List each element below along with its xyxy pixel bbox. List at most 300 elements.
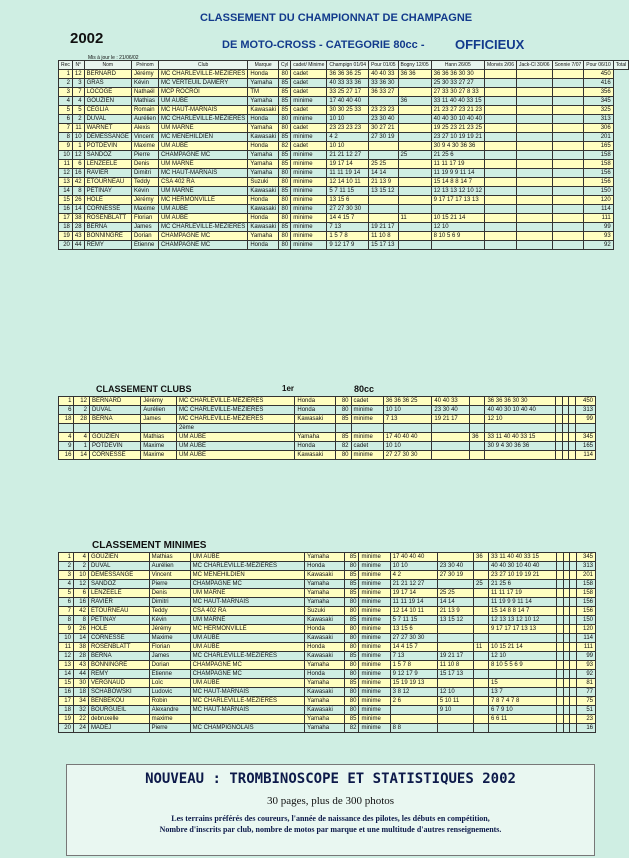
table-cell: Yamaha xyxy=(305,715,344,724)
table-row xyxy=(59,142,629,151)
table-cell: 25 30 33 27 27 xyxy=(431,79,484,88)
table-cell xyxy=(485,97,517,106)
table-cell xyxy=(398,241,431,250)
table-cell: minime xyxy=(359,625,390,634)
table-cell: 30 xyxy=(73,679,88,688)
table-cell: minime xyxy=(359,598,390,607)
table-cell: 27 33 30 27 8 33 xyxy=(431,88,484,97)
table-cell: 26 xyxy=(73,625,88,634)
table-cell xyxy=(398,142,431,151)
column-header: Jack-Cl 30/06 xyxy=(516,61,552,70)
table-cell: 85 xyxy=(279,97,291,106)
table-cell: 6 xyxy=(59,598,74,607)
table-cell: Honda xyxy=(305,625,344,634)
table-cell xyxy=(485,424,556,433)
table-cell xyxy=(398,160,431,169)
column-header: Sonnie 7/07 xyxy=(552,61,584,70)
table-cell: minime xyxy=(291,196,327,205)
table-cell xyxy=(59,424,74,433)
table-cell: 80 xyxy=(279,178,291,187)
table-cell: 27 27 30 30 xyxy=(327,205,369,214)
table-cell xyxy=(485,196,517,205)
table-cell xyxy=(336,424,351,433)
table-cell: 156 xyxy=(584,178,613,187)
table-cell: Maxime xyxy=(131,142,158,151)
table-cell: 38 xyxy=(72,214,84,223)
minimes-body xyxy=(59,553,596,733)
table-row xyxy=(59,562,596,571)
table-cell xyxy=(474,598,489,607)
table-cell: GOUZIEN xyxy=(89,433,140,442)
table-cell: 16 xyxy=(59,451,74,460)
table-cell: 85 xyxy=(344,652,359,661)
table-cell: Kawasaki xyxy=(305,706,344,715)
table-cell: 12 10 xyxy=(489,652,557,661)
table-cell xyxy=(516,115,552,124)
table-cell: 23 27 10 19 19 21 xyxy=(431,133,484,142)
table-cell: 19 21 17 xyxy=(369,223,398,232)
table-cell: 2 xyxy=(59,562,74,571)
table-cell: minime xyxy=(359,580,390,589)
table-cell: Kawasaki xyxy=(295,415,336,424)
table-cell: MC CHARLEVILLE-MEZIERES xyxy=(158,223,247,232)
table-cell: Romain xyxy=(131,106,158,115)
table-cell: Dimitri xyxy=(131,169,158,178)
table-cell: 313 xyxy=(584,115,613,124)
table-cell: 80 xyxy=(336,451,351,460)
table-cell: 36 36 36 25 xyxy=(383,397,432,406)
minimes-table xyxy=(58,552,596,733)
table-cell: 85 xyxy=(279,106,291,115)
table-row xyxy=(59,124,629,133)
table-cell: 85 xyxy=(279,151,291,160)
table-cell xyxy=(485,133,517,142)
table-cell: Aurélien xyxy=(149,562,190,571)
table-cell: 80 xyxy=(344,643,359,652)
table-cell: 12 xyxy=(59,169,73,178)
table-cell: 16 xyxy=(59,205,73,214)
table-cell: HOLE xyxy=(84,196,131,205)
table-cell: 5 7 11 15 xyxy=(390,616,437,625)
table-row xyxy=(59,415,596,424)
table-cell: 11 xyxy=(59,160,73,169)
table-cell: PETINAY xyxy=(88,616,149,625)
table-cell: 19 25 23 21 23 25 xyxy=(431,124,484,133)
table-cell xyxy=(516,79,552,88)
table-cell xyxy=(474,634,489,643)
table-cell: 25 25 xyxy=(369,160,398,169)
table-cell: 6 xyxy=(59,406,74,415)
table-cell: MC CHARLEVILLE-MEZIERES xyxy=(177,415,295,424)
table-cell xyxy=(552,232,584,241)
table-cell: ROSENBLATT xyxy=(84,214,131,223)
table-cell: 12 xyxy=(59,652,74,661)
table-cell: Yamaha xyxy=(248,97,279,106)
table-cell: 2 xyxy=(74,406,89,415)
column-header: Hann 26/05 xyxy=(431,61,484,70)
main-standings-table xyxy=(58,60,629,250)
table-cell xyxy=(474,724,489,733)
table-cell xyxy=(398,178,431,187)
table-cell: 7 13 xyxy=(390,652,437,661)
table-cell xyxy=(369,97,398,106)
table-cell: 11 xyxy=(59,643,74,652)
table-cell: Kawasaki xyxy=(295,451,336,460)
table-cell xyxy=(552,124,584,133)
table-cell: MC CHARLEVILLE-MEZIERES xyxy=(190,697,305,706)
table-cell: RAVIER xyxy=(84,169,131,178)
table-cell xyxy=(398,133,431,142)
table-cell: 13 7 xyxy=(489,688,557,697)
table-cell xyxy=(474,661,489,670)
table-cell xyxy=(552,97,584,106)
table-cell xyxy=(485,142,517,151)
table-cell: BERNARD xyxy=(89,397,140,406)
table-cell: 21 13 9 xyxy=(437,607,473,616)
table-cell xyxy=(516,214,552,223)
table-cell: 80 xyxy=(344,697,359,706)
table-cell: 158 xyxy=(584,151,613,160)
table-cell: Teddy xyxy=(131,178,158,187)
table-row xyxy=(59,169,629,178)
table-cell: minime xyxy=(291,178,327,187)
table-cell: 11 19 9 9 11 14 xyxy=(431,169,484,178)
table-cell: 81 xyxy=(576,679,595,688)
table-cell xyxy=(485,106,517,115)
table-cell xyxy=(552,106,584,115)
table-cell: MC HAUT-MARNAIS xyxy=(190,706,305,715)
table-cell: 15 xyxy=(59,679,74,688)
column-header: Prénom xyxy=(131,61,158,70)
table-cell: 120 xyxy=(584,196,613,205)
table-cell: 345 xyxy=(584,97,613,106)
table-cell: 10 10 xyxy=(390,562,437,571)
table-cell xyxy=(552,79,584,88)
promo-banner xyxy=(66,764,595,856)
table-cell: 21 23 27 23 21 23 xyxy=(431,106,484,115)
table-cell: MC MENEHILDIEN xyxy=(190,571,305,580)
table-cell: 36 xyxy=(398,97,431,106)
table-cell: MC CHAMPIGNOLAIS xyxy=(190,724,305,733)
table-cell: MC CHARLEVILLE-MEZIERES xyxy=(158,70,247,79)
table-cell: ETOURNEAU xyxy=(84,178,131,187)
table-cell: Honda xyxy=(248,214,279,223)
table-cell: 80 xyxy=(279,214,291,223)
table-cell: 14 xyxy=(73,634,88,643)
table-cell xyxy=(398,205,431,214)
table-cell xyxy=(562,424,569,433)
table-cell: Denis xyxy=(131,160,158,169)
table-cell: UM AUBE xyxy=(190,679,305,688)
table-cell: 99 xyxy=(584,223,613,232)
table-cell xyxy=(516,169,552,178)
table-cell xyxy=(398,169,431,178)
table-cell: CSA 402 RA xyxy=(190,607,305,616)
table-cell: minime xyxy=(359,679,390,688)
table-cell xyxy=(485,205,517,214)
table-cell xyxy=(516,241,552,250)
table-cell: 25 xyxy=(474,580,489,589)
table-cell: James xyxy=(131,223,158,232)
table-cell: maxime xyxy=(149,715,190,724)
table-cell xyxy=(369,214,398,223)
table-cell: Kévin xyxy=(149,616,190,625)
table-cell: MC HAUT-MARNAIS xyxy=(190,598,305,607)
table-row xyxy=(59,607,596,616)
table-cell: 9 17 17 17 13 13 xyxy=(431,196,484,205)
table-cell: 15 17 13 xyxy=(369,241,398,250)
table-row xyxy=(59,580,596,589)
table-cell: Pierre xyxy=(149,580,190,589)
table-cell: 345 xyxy=(576,553,595,562)
table-cell: MC CHARLEVILLE-MEZIERES xyxy=(177,397,295,406)
table-cell: Kawasaki xyxy=(305,616,344,625)
table-row xyxy=(59,223,629,232)
table-cell: 21 13 9 xyxy=(369,178,398,187)
table-cell xyxy=(552,223,584,232)
table-cell: 158 xyxy=(584,160,613,169)
table-cell: Kawasaki xyxy=(305,652,344,661)
table-cell: minime xyxy=(291,232,327,241)
table-cell xyxy=(516,70,552,79)
table-cell: CHAMPAGNE MC xyxy=(190,661,305,670)
table-cell xyxy=(485,70,517,79)
table-cell: 85 xyxy=(344,616,359,625)
table-cell xyxy=(556,424,563,433)
table-cell xyxy=(431,205,484,214)
table-cell: 80 xyxy=(344,607,359,616)
table-cell: WARNET xyxy=(84,124,131,133)
table-cell: 21 25 6 xyxy=(489,580,557,589)
minimes-title: CLASSEMENT MINIMES xyxy=(92,540,207,551)
table-cell: 4 xyxy=(73,553,88,562)
table-cell: 9 17 17 17 13 13 xyxy=(489,625,557,634)
table-cell xyxy=(516,88,552,97)
table-cell: 10 10 xyxy=(327,142,369,151)
table-cell: Kawasaki xyxy=(305,571,344,580)
table-cell: 40 40 30 10 40 40 xyxy=(431,115,484,124)
table-cell: 4 xyxy=(72,97,84,106)
table-cell xyxy=(437,724,473,733)
table-cell xyxy=(516,196,552,205)
table-cell: minime xyxy=(359,634,390,643)
table-cell: 158 xyxy=(576,589,595,598)
table-cell xyxy=(474,688,489,697)
table-cell: 13 15 12 xyxy=(369,187,398,196)
table-cell: Florian xyxy=(149,643,190,652)
table-cell xyxy=(552,241,584,250)
table-cell: Kawasaki xyxy=(248,187,279,196)
banner-line-1: Les terrains préférés des coureurs, l'année de naissance des pilotes, les débuts en compétition, xyxy=(171,814,490,823)
table-row xyxy=(59,424,596,433)
table-cell: CHAMPAGNE MC xyxy=(158,232,247,241)
table-cell: 11 xyxy=(72,124,84,133)
table-cell: 13 xyxy=(59,661,74,670)
table-cell: 7 8 7 4 7 8 xyxy=(489,697,557,706)
table-cell: minime xyxy=(359,616,390,625)
table-cell: 114 xyxy=(584,205,613,214)
table-cell: 80 xyxy=(279,205,291,214)
table-cell: 14 xyxy=(59,670,74,679)
table-cell xyxy=(398,223,431,232)
table-cell: Jérémy xyxy=(141,397,177,406)
table-cell: 10 xyxy=(73,571,88,580)
table-cell xyxy=(474,607,489,616)
table-cell: minime xyxy=(291,151,327,160)
table-cell xyxy=(562,397,569,406)
table-cell: 85 xyxy=(344,589,359,598)
table-cell xyxy=(552,151,584,160)
table-cell: Yamaha xyxy=(248,124,279,133)
table-cell: 18 xyxy=(59,223,73,232)
table-cell: MC HAUT-MARNAIS xyxy=(190,688,305,697)
table-cell xyxy=(569,406,576,415)
column-header: Total xyxy=(613,61,629,70)
table-row xyxy=(59,442,596,451)
table-cell: 345 xyxy=(576,433,596,442)
table-cell: Denis xyxy=(149,589,190,598)
table-header-row xyxy=(59,61,629,70)
table-cell: 12 xyxy=(74,397,89,406)
table-cell: Honda xyxy=(295,442,336,451)
table-cell: 7 13 xyxy=(327,223,369,232)
table-cell xyxy=(516,178,552,187)
table-cell: 80 xyxy=(279,196,291,205)
table-cell xyxy=(485,451,556,460)
table-cell: 12 10 xyxy=(485,415,556,424)
table-cell: CORNESSE xyxy=(88,634,149,643)
table-cell xyxy=(398,106,431,115)
table-cell: Ludovic xyxy=(149,688,190,697)
table-cell: 85 xyxy=(336,415,351,424)
main-standings-body xyxy=(59,70,629,250)
table-row xyxy=(59,679,596,688)
table-cell: GOUZIEN xyxy=(84,97,131,106)
table-cell: DEMESSANGE xyxy=(88,571,149,580)
table-cell: 4 xyxy=(59,433,74,442)
table-cell: cadet xyxy=(291,142,327,151)
table-cell: 85 xyxy=(279,79,291,88)
table-cell: debruxelle xyxy=(88,715,149,724)
table-cell: 6 xyxy=(72,160,84,169)
table-row xyxy=(59,187,629,196)
table-cell: minime xyxy=(359,670,390,679)
table-cell: 8 xyxy=(59,133,73,142)
table-cell: 1 xyxy=(72,142,84,151)
table-cell: 1 5 7 8 xyxy=(390,661,437,670)
table-cell: 80 xyxy=(344,562,359,571)
table-cell xyxy=(552,133,584,142)
table-cell: Honda xyxy=(248,196,279,205)
table-cell: 27 27 30 30 xyxy=(390,634,437,643)
table-cell xyxy=(474,697,489,706)
table-cell: 20 xyxy=(59,724,74,733)
table-cell: 77 xyxy=(576,688,595,697)
table-cell: 201 xyxy=(576,571,595,580)
column-header: Rec xyxy=(59,61,73,70)
table-cell: 450 xyxy=(584,70,613,79)
table-row xyxy=(59,97,629,106)
table-cell: 2 6 xyxy=(390,697,437,706)
table-cell: 43 xyxy=(73,661,88,670)
table-cell: UM MARNE xyxy=(190,589,305,598)
table-cell: MC CHARLEVILLE-MEZIERES xyxy=(177,406,295,415)
table-cell: cadet xyxy=(291,106,327,115)
table-cell: minime xyxy=(359,724,390,733)
table-cell xyxy=(516,187,552,196)
table-cell: 21 21 12 27 xyxy=(327,151,369,160)
table-cell: Nathaël xyxy=(131,88,158,97)
table-cell: Jérémy xyxy=(131,70,158,79)
table-cell xyxy=(469,451,484,460)
clubs-title: CLASSEMENT CLUBS xyxy=(96,384,192,394)
table-cell xyxy=(437,715,473,724)
table-cell: 42 xyxy=(73,607,88,616)
table-cell: REMY xyxy=(88,670,149,679)
table-cell xyxy=(295,424,336,433)
clubs-category: 80cc xyxy=(354,384,375,394)
table-cell xyxy=(485,223,517,232)
table-cell: Dimitri xyxy=(149,598,190,607)
table-cell: minime xyxy=(291,241,327,250)
table-cell: 12 xyxy=(72,70,84,79)
table-cell: Jérémy xyxy=(149,625,190,634)
banner-subtitle: 30 pages, plus de 300 photos xyxy=(266,795,395,807)
table-cell xyxy=(569,397,576,406)
table-cell: 10 10 xyxy=(327,115,369,124)
table-cell: Yamaha xyxy=(305,679,344,688)
table-cell: 313 xyxy=(576,406,596,415)
table-cell xyxy=(437,643,473,652)
table-cell: 8 xyxy=(59,616,74,625)
table-cell: cadet xyxy=(351,397,383,406)
table-cell: DUVAL xyxy=(84,115,131,124)
table-row xyxy=(59,397,596,406)
table-cell xyxy=(474,625,489,634)
table-cell: 33 11 40 40 33 15 xyxy=(489,553,557,562)
table-cell: 19 xyxy=(59,232,73,241)
table-cell: 13 xyxy=(59,178,73,187)
table-cell xyxy=(437,634,473,643)
table-cell: ETOURNEAU xyxy=(88,607,149,616)
table-cell: CHAMPAGNE MC xyxy=(158,241,247,250)
table-row xyxy=(59,79,629,88)
table-row xyxy=(59,589,596,598)
table-cell: 80 xyxy=(344,670,359,679)
update-label: Mis à jour le : 21/06/02 xyxy=(88,55,139,61)
table-cell xyxy=(369,151,398,160)
table-cell: Kévin xyxy=(131,187,158,196)
table-cell: CORNESSE xyxy=(84,205,131,214)
table-cell xyxy=(437,580,473,589)
table-cell xyxy=(516,106,552,115)
table-cell: 3 xyxy=(59,571,74,580)
column-header: cadet/ Minime xyxy=(291,61,327,70)
table-cell: 40 40 30 10 40 40 xyxy=(485,406,556,415)
table-cell: 80 xyxy=(344,706,359,715)
table-row xyxy=(59,616,596,625)
table-cell: 17 xyxy=(59,697,74,706)
table-cell: 9 xyxy=(59,625,74,634)
table-cell: 15 17 13 xyxy=(437,670,473,679)
table-row xyxy=(59,70,629,79)
table-row xyxy=(59,160,629,169)
table-cell: 30 9 4 30 36 36 xyxy=(431,142,484,151)
table-cell: Kawasaki xyxy=(305,688,344,697)
table-cell: MC CHARLEVILLE-MEZIERES xyxy=(158,115,247,124)
table-row xyxy=(59,598,596,607)
table-cell: 27 27 30 30 xyxy=(383,451,432,460)
